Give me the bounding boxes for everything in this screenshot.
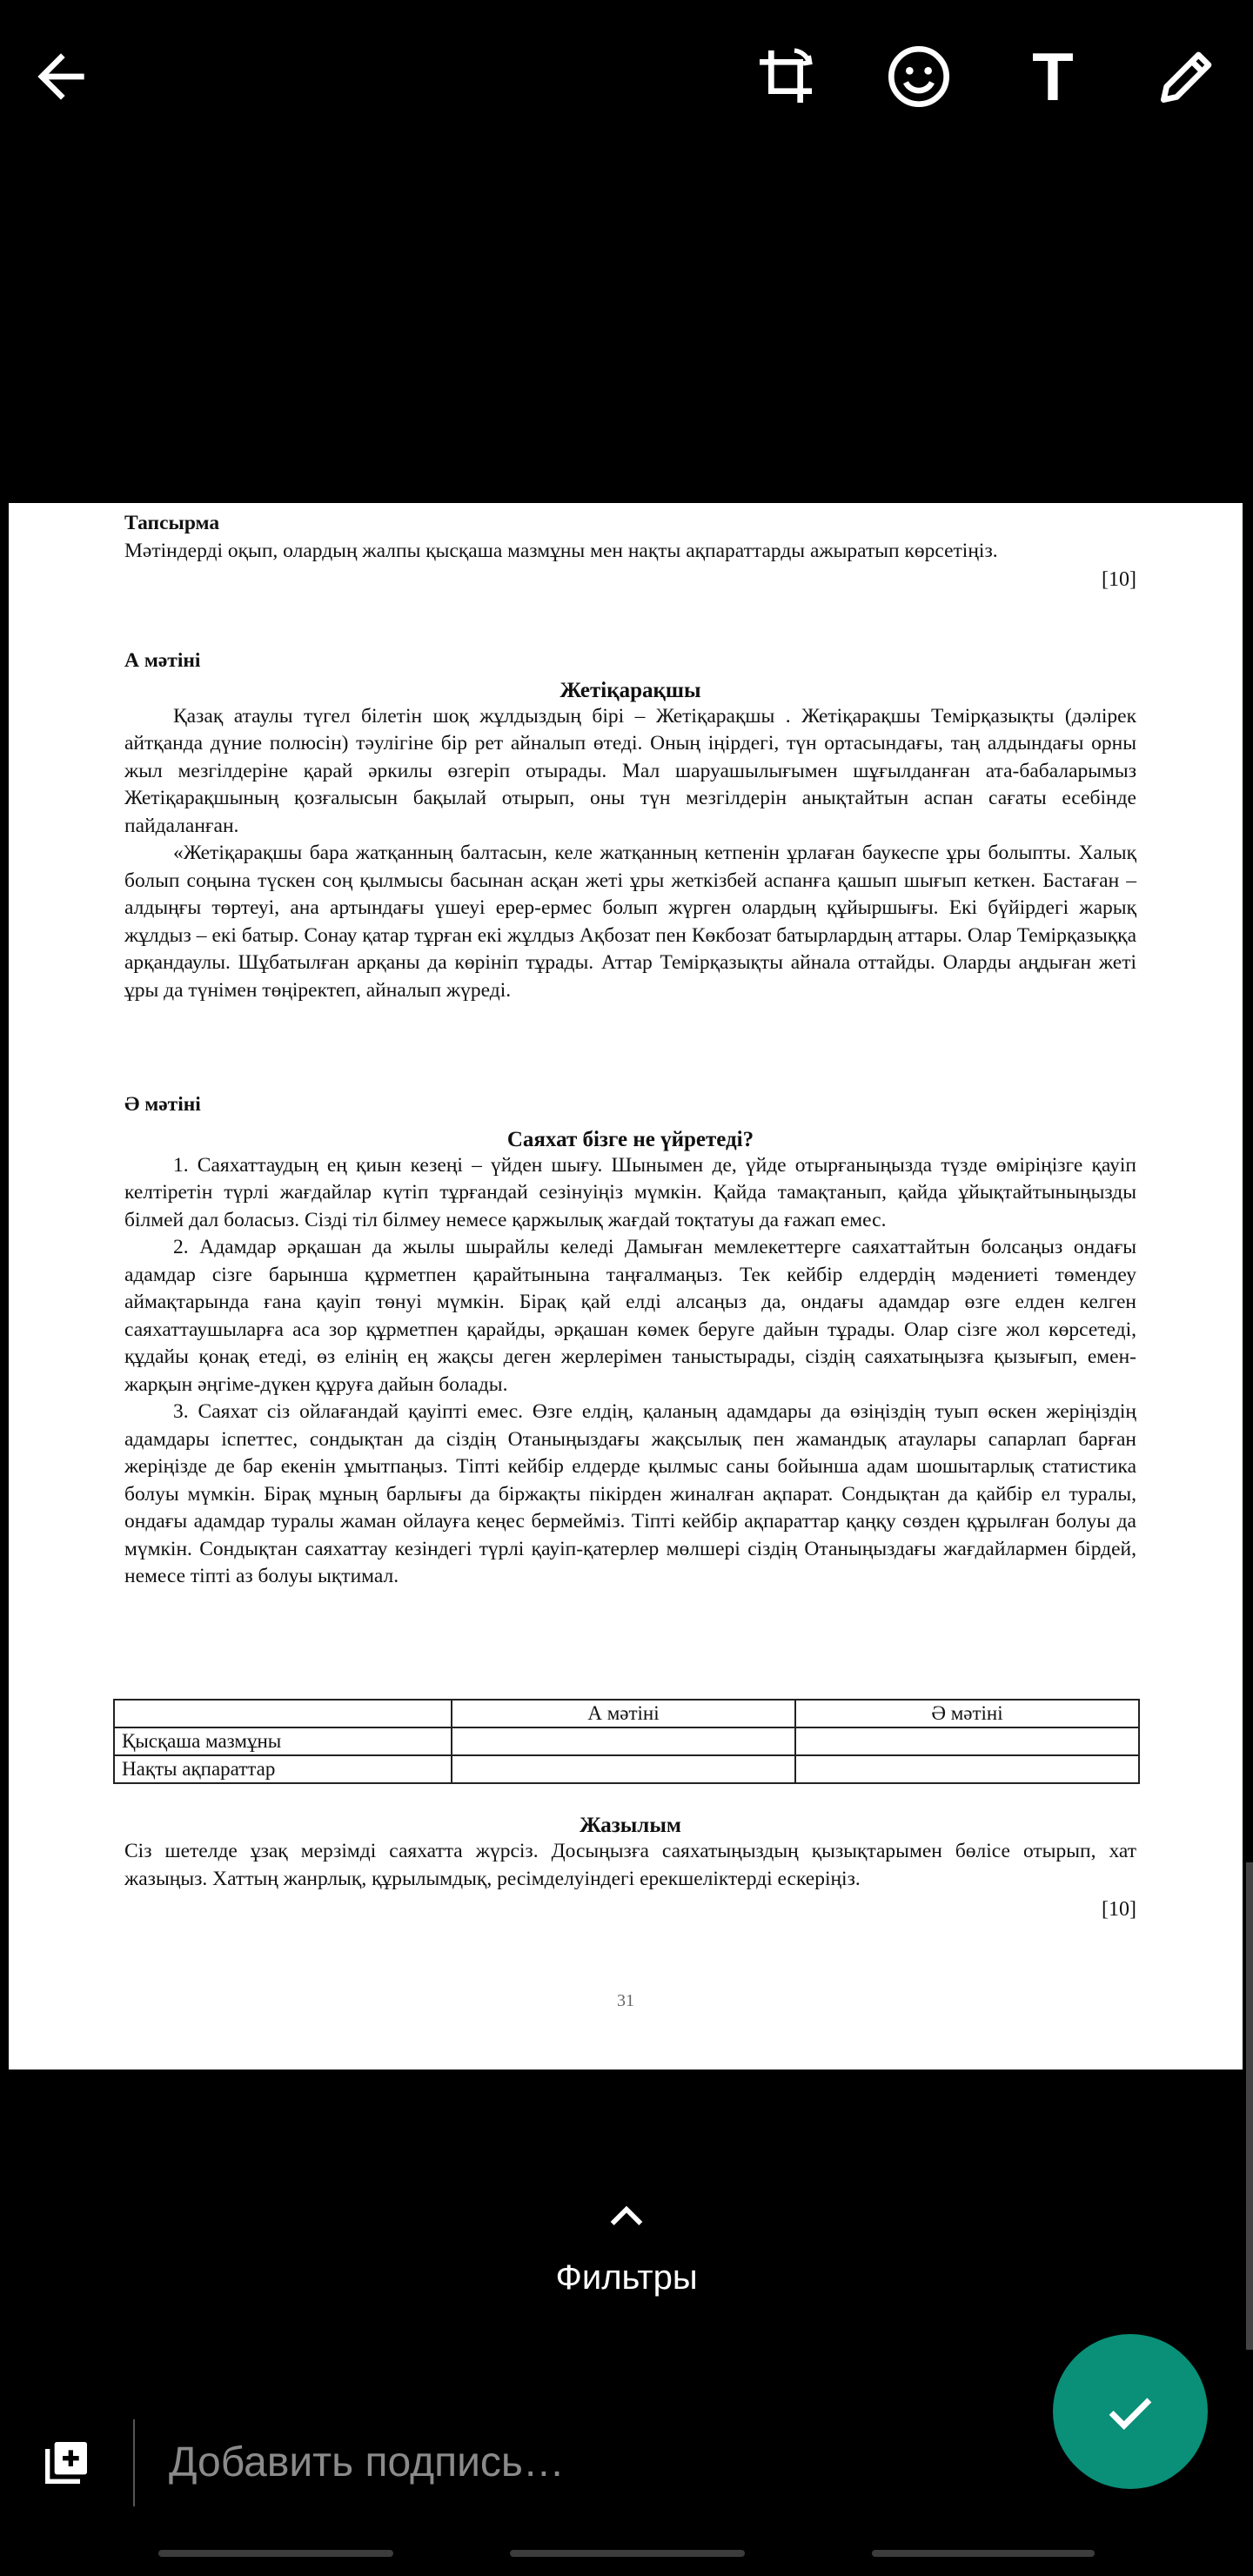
- page-number: 31: [617, 1991, 634, 2010]
- task-heading: Тапсырма: [124, 512, 220, 534]
- table-cell: Нақты ақпараттар: [114, 1755, 452, 1783]
- writing-text: Сіз шетелде ұзақ мерзімді саяхатта жүрсіз. Досыңызға саяхатыңыздың қызықтарымен бөлісе отырып, хат жазыңыз. Хаттың жанрлық, құрылымдық, ресімделуіндегі ерекшеліктерді ескеріңіз.: [124, 1840, 1136, 1890]
- text-b-paragraph-1: 1. Саяхаттаудың ең қиын кезеңі – үйден шығу. Шынымен де, үйде отырғаныңызда түзде өміріңізге қауіп келтіретін түрлі жағдайлар күтіп тұрғандай сезінуіңіз мүмкін. Қайда тамақтанып, қайда ұйықтайтыныңызды білмей дал боласыз. Сізді тіл білмеу немесе қаржылық жағдай тоқтатуы да ғажап емес.: [124, 1153, 1136, 1231]
- text-icon: T: [1032, 38, 1074, 115]
- score-1: [10]: [1102, 568, 1136, 591]
- text-a-paragraph-2: «Жетіқарақшы бара жатқанның балтасын, келе жатқанның кетпенін ұрлаған баукеспе ұры болыпты. Халық болып соңына түскен соң қылмысы басынан асқан жеті ұры жеткізбей аспанға қашып шығып кеткен. Бастаған – алдыңғы төртеуі, ана артындағы үшеуі ерер-ермес болып жүрген олардың құйыршығы. Екі бүйірдегі жарық жұлдыз – екі батыр. Сонау қатар тұрған екі жұлдыз Ақбозат пен Көкбозат батырлардың аттары. Олар Темірқазыққа арқандаулы. Шұбатылған арқаны да көрініп тұрады. Аттар Темірқазықты айнала оттайды. Оларды аңдыған жеті ұры да түнімен төңіректеп, айналып жүреді.: [124, 842, 1136, 1002]
- text-b-label: Ә мәтіні: [124, 1093, 201, 1116]
- back-button[interactable]: [19, 35, 103, 118]
- check-icon: [1100, 2381, 1161, 2442]
- text-button[interactable]: [1011, 35, 1095, 118]
- add-media-button[interactable]: [38, 2435, 94, 2491]
- score-2: [10]: [1102, 1898, 1136, 1921]
- nav-indicator: [872, 2550, 1095, 2557]
- nav-indicator: [510, 2550, 745, 2557]
- text-a-label: А мәтіні: [124, 649, 201, 672]
- emoji-icon: [884, 42, 954, 111]
- caption-input[interactable]: Добавить подпись…: [169, 2439, 565, 2485]
- text-b-title: Саяхат бізге не үйретеді?: [506, 1127, 754, 1151]
- crop-rotate-icon: [751, 42, 821, 111]
- table-header-cell: [114, 1700, 452, 1727]
- table-cell: Қысқаша мазмұны: [114, 1727, 452, 1755]
- text-a-title: Жетіқарақшы: [559, 678, 701, 702]
- table-cell: [795, 1755, 1139, 1783]
- filters-toggle[interactable]: [0, 2193, 1253, 2298]
- editor-toolbar: [0, 0, 1253, 157]
- emoji-button[interactable]: [877, 35, 961, 118]
- confirm-button[interactable]: [1053, 2334, 1208, 2489]
- document-image: [9, 503, 1243, 2070]
- table-row: [114, 1727, 1139, 1755]
- caption-divider: [133, 2419, 135, 2506]
- filters-label: Фильтры: [555, 2258, 698, 2297]
- table-header-cell: Ә мәтіні: [795, 1700, 1139, 1727]
- text-a-paragraph-1: Қазақ атаулы түгел білетін шоқ жұлдыздың бірі – Жетіқарақшы . Жетіқарақшы Темірқазықты (дәлірек айтқанда дүние полюсін) тәулігіне бір рет айналып өтеді. Оның іңірдегі, түн ортасындағы, таң алдындағы орны жыл мезгілдеріне қарай әркилы өзгеріп отырады. Мал шаруашылығымен шұғылданған ата-бабаларымыз Жетіқарақшының қозғалысын бақылай отырып, оны түн мезгілдерін анықтайтын аспан сағаты есебінде пайдаланған.: [124, 704, 1136, 837]
- table-header-cell: А мәтіні: [452, 1700, 795, 1727]
- back-arrow-icon: [26, 42, 96, 111]
- writing-title: Жазылым: [580, 1814, 681, 1837]
- text-b-paragraph-2: 2. Адамдар әрқашан да жылы шырайлы келеді Дамыған мемлекеттерге саяхаттайтын болсаңыз ондағы адамдар сізге барынша құрметпен қарайтынына таңғалмаңыз. Тек кейбір елдердің мәдениеті төмендеу аймақтарында ғана қауіп төнуі мүмкін. Бірақ қай елді алсаңыз да, ондағы адамдар өзге елден келген саяхаттаушыларға аса зор құрметпен қарайды, әрқашан көмек беруге дайын тұрады. Олар сізге жол көрсетеді, құдайы қонақ етеді, өз елінің ең жақсы деген жерлерімен таныстырады, сіздің саяхатыңызға қызығып, емен-жарқын әңгіме-дүкен құруға дайын болады.: [124, 1236, 1136, 1396]
- chevron-up-icon: [602, 2193, 651, 2242]
- crop-rotate-button[interactable]: [744, 35, 828, 118]
- answer-table: [113, 1699, 1140, 1784]
- draw-button[interactable]: [1145, 35, 1229, 118]
- table-cell: [452, 1727, 795, 1755]
- table-cell: [452, 1755, 795, 1783]
- add-photo-icon: [38, 2435, 94, 2491]
- table-cell: [795, 1727, 1139, 1755]
- text-b-paragraph-3: 3. Саяхат сіз ойлағандай қауіпті емес. Өзге елдің, қаланың адамдары да өзіңіздің туып өскен жеріңіздің адамдары іспеттес, сондықтан да сіздің Отаныңыздағы жақсылық пен жамандық атаулары сапарлап барған жеріңізде де бар екенін ұмытпаңыз. Тіпті кейбір елдерде қылмыс саны бойынша адам шошытарлық статистика болуы мүмкін. Бірақ мұның барлығы да біржақты пікірден жиналған ақпарат. Сондықтан да қайбір ел туралы, ондағы адамдар туралы жаман ойлауға кеңес бермейміз. Тіпті кейбір ақпараттар қаңқу сөзден құрылған болуы да мүмкін. Сондықтан саяхаттау кезіндегі түрлі қауіп-қатерлер мөлшері сіздің Отаныңыздағы жағдайлармен бірдей, немесе тіпті аз болуы ықтимал.: [124, 1400, 1136, 1587]
- task-text: Мәтіндерді оқып, олардың жалпы қысқаша мазмұны мен нақты ақпараттарды ажыратып көрсетіңіз.: [124, 539, 998, 562]
- nav-indicator: [158, 2550, 393, 2557]
- pencil-icon: [1152, 42, 1222, 111]
- table-header-row: [114, 1700, 1139, 1727]
- table-row: [114, 1755, 1139, 1783]
